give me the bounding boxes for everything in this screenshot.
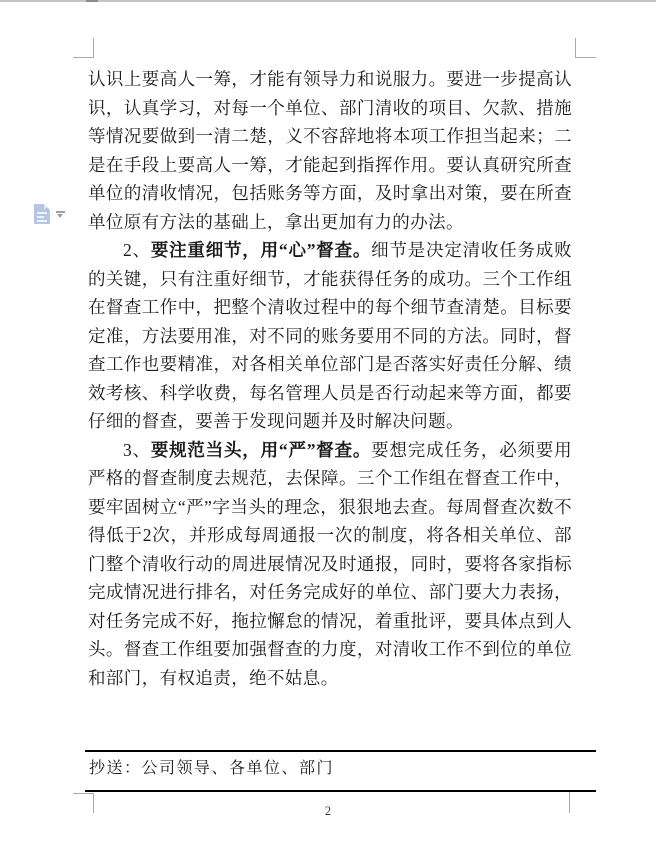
paste-options-button[interactable] bbox=[33, 203, 67, 227]
paragraph-continuation bbox=[88, 65, 572, 236]
paragraph-item-2 bbox=[88, 236, 572, 436]
crop-mark-bottom-left bbox=[73, 793, 94, 794]
text-run: 要想完成任务，必须要用严格的督查制度去规范，去保障。三个工作组在督查工作中，要牢固树立“严”字当头的理念，狠狠地去查。每周督查次数不得低于2次，并形成每周通报一次的制度，将各相关单位、部门整个清收行动的周进展情况及时通报，同时，要将各家指标完成情况进行排名，对任务完成好的单位、部门要大力表扬，对任务完成不好，拖拉懈怠的情况，着重批评，要具体点到人头。督查工作组要加强督查的力度，对清收工作不到位的单位和部门，有权追责，绝不姑息。 bbox=[88, 439, 572, 688]
window-top-edge bbox=[0, 0, 656, 2]
crop-mark-top-left bbox=[73, 57, 94, 58]
heading-run-bold: 要注重细节，用“心”督查。 bbox=[150, 240, 372, 260]
crop-mark-top-left bbox=[93, 38, 94, 58]
cc-line: 抄送：公司领导、各单位、部门 bbox=[89, 760, 335, 777]
text-run: 认识上要高人一筹，才能有领导力和说服力。要进一步提高认识，认真学习，对每一个单位、部门清收的项目、欠款、措施等情况要做到一清二楚，义不容辞地将本项工作担当起来；二是在手段上要高人一筹，才能起到指挥作用。要认真研究所查单位的清收情况，包括账务等方面，及时拿出对策，要在所查单位原有方法的基础上，拿出更加有力的办法。 bbox=[88, 69, 572, 232]
cc-block-bottom-rule bbox=[85, 790, 596, 792]
scrollbar-fragment bbox=[86, 0, 98, 2]
paste-options-icon bbox=[34, 204, 50, 224]
document-body bbox=[88, 65, 572, 692]
dropdown-arrow-icon[interactable] bbox=[56, 211, 65, 219]
paragraph-item-3 bbox=[88, 436, 572, 693]
list-number: 3、 bbox=[123, 439, 151, 460]
cc-block-top-rule bbox=[85, 750, 596, 752]
list-number: 2、 bbox=[123, 240, 151, 260]
heading-run-bold: 要规范当头，用“严”督查。 bbox=[150, 439, 372, 460]
crop-mark-top-right bbox=[575, 38, 576, 58]
page-number: 2 bbox=[324, 804, 332, 818]
crop-mark-top-right bbox=[575, 57, 596, 58]
folded-corner bbox=[44, 204, 50, 210]
text-run: 细节是决定清收任务成败的关键，只有注重好细节，才能获得任务的成功。三个工作组在督查工作中，把整个清收过程中的每个细节查清楚。目标要定准，方法要用准，对不同的账务要用不同的方法。同时，督查工作也要精准，对各相关单位部门是否落实好责任分解、绩效考核、科学收费，每名管理人员是否行动起来等方面，都要仔细的督查，要善于发现问题并及时解决问题。 bbox=[88, 240, 572, 431]
